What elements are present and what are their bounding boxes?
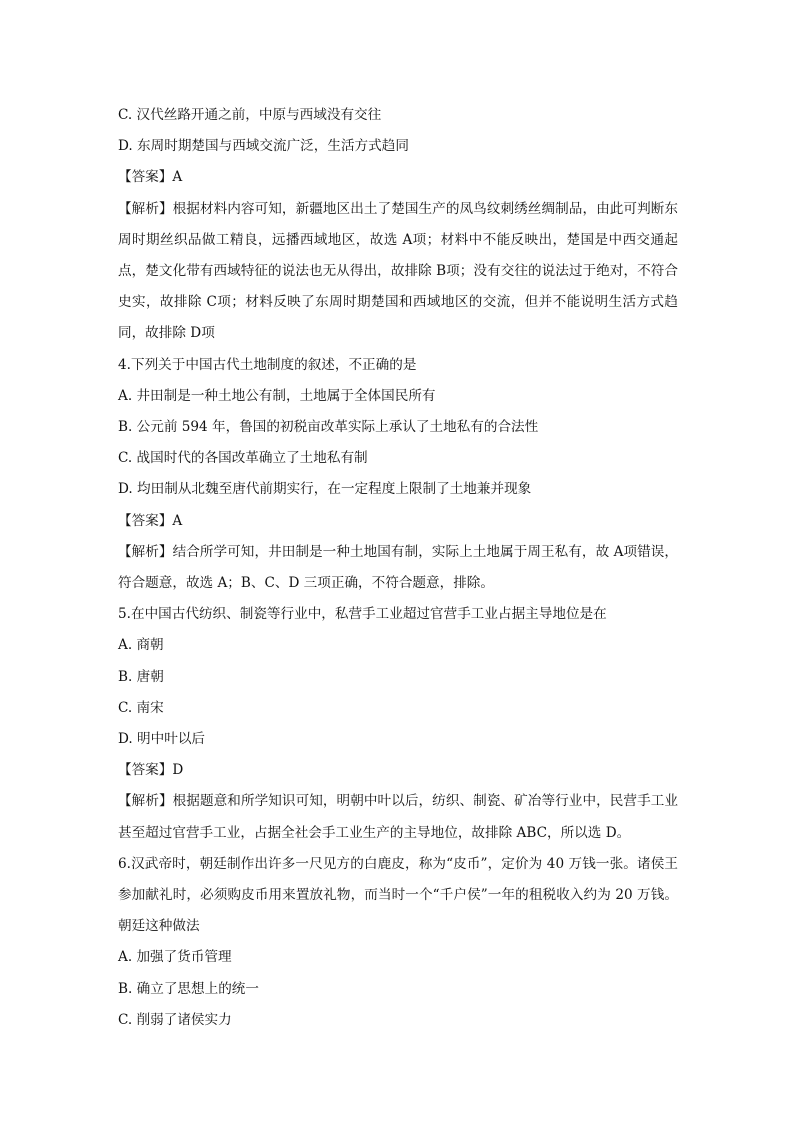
- q5-stem: 5.在中国古代纺织、制瓷等行业中，私营手工业超过官营手工业占据主导地位是在: [118, 606, 607, 623]
- q6-option-b: B. 确立了思想上的统一: [118, 980, 259, 997]
- q4-option-a: A. 井田制是一种土地公有制，土地属于全体国民所有: [118, 387, 436, 404]
- q4-stem: 4.下列关于中国古代土地制度的叙述，不正确的是: [118, 356, 417, 373]
- q6-option-c: C. 削弱了诸侯实力: [118, 1011, 232, 1028]
- q5-option-b: B. 唐朝: [118, 668, 164, 685]
- q5-answer: 【答案】D: [118, 762, 184, 779]
- q4-answer: 【答案】A: [118, 512, 183, 529]
- q5-option-d: D. 明中叶以后: [118, 731, 206, 748]
- q4-option-c: C. 战国时代的各国改革确立了土地私有制: [118, 450, 368, 467]
- q6-stem: 6.汉武帝时，朝廷制作出许多一尺见方的白鹿皮，称为“皮币”，定价为 40 万钱一张。诸侯王参加献礼时，必须购皮币用来置放礼物，而当时一个“千户侯”一年的租税收入约为 20 万钱。朝廷这种做法: [118, 855, 678, 935]
- q4-analysis: 【解析】结合所学可知，井田制是一种土地国有制，实际上土地属于周王私有，故 A项错误，符合题意，故选 A；B、C、D 三项正确，不符合题意，排除。: [118, 543, 678, 592]
- q4-option-b: B. 公元前 594 年，鲁国的初税亩改革实际上承认了土地私有的合法性: [118, 419, 539, 436]
- q4-option-d: D. 均田制从北魏至唐代前期实行，在一定程度上限制了土地兼并现象: [118, 481, 532, 498]
- q6-option-a: A. 加强了货币管理: [118, 949, 232, 966]
- q5-analysis: 【解析】根据题意和所学知识可知，明朝中叶以后，纺织、制瓷、矿冶等行业中，民营手工业甚至超过官营手工业，占据全社会手工业生产的主导地位，故排除 ABC，所以选 D。: [118, 793, 678, 841]
- q3-option-d: D. 东周时期楚国与西域交流广泛，生活方式趋同: [118, 138, 409, 155]
- q5-option-a: A. 商朝: [118, 637, 164, 654]
- page-content: [118, 100, 678, 1036]
- q5-option-c: C. 南宋: [118, 699, 164, 716]
- q3-analysis: 【解析】根据材料内容可知，新疆地区出土了楚国生产的凤鸟纹刺绣丝绸制品，由此可判断东周时期丝织品做工精良，远播西域地区，故选 A项；材料中不能反映出，楚国是中西交通起点，楚文化带有西域特征的说法也无从得出，故排除 B项；没有交往的说法过于绝对，不符合史实，故排除 C项；材料反映了东周时期楚国和西域地区的交流，但并不能说明生活方式趋同，故排除 D项: [118, 200, 678, 342]
- q3-answer: 【答案】A: [118, 169, 183, 186]
- q3-option-c: C. 汉代丝路开通之前，中原与西域没有交往: [118, 107, 382, 123]
